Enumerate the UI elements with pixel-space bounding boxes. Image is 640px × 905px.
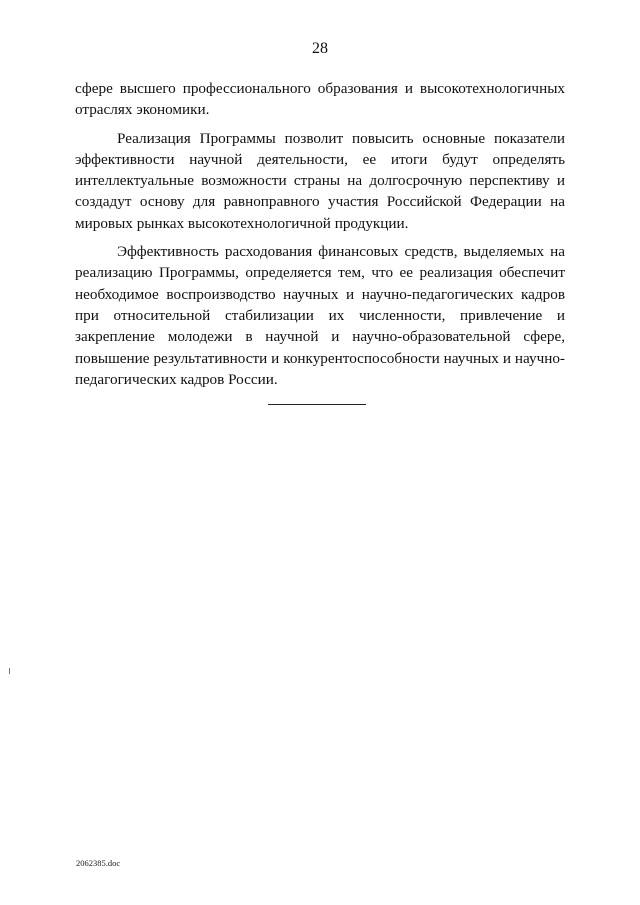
paragraph-spending-efficiency: Эффективность расходования финансовых средств, выделяемых на реализацию Программы, определяется тем, что ее реализация обеспечит необходимое воспроизводство научных и научно-педагогических кадров при относительной стабилизации их численности, привлечение и закрепление молодежи в научной и научно-образовательной сфере, повышение результативности и конкурентоспособности научных и научно-педагогических кадров России. (75, 243, 565, 388)
section-end-divider (268, 404, 366, 405)
page-number: 28 (312, 40, 328, 57)
paragraph-program-implementation: Реализация Программы позволит повысить основные показатели эффективности научной деятельности, ее итоги будут определять интеллектуальные возможности страны на долгосрочную перспективу и создадут основу для равноправного участия Российской Федерации на мировых рынках высокотехнологичной продукции. (75, 129, 565, 232)
paragraph-continuation: сфере высшего профессионального образования и высокотехнологичных отраслях экономики. (75, 80, 565, 119)
footer-filename: 2062385.doc (76, 858, 121, 868)
scan-margin-mark (9, 668, 10, 674)
body-text (75, 78, 565, 390)
